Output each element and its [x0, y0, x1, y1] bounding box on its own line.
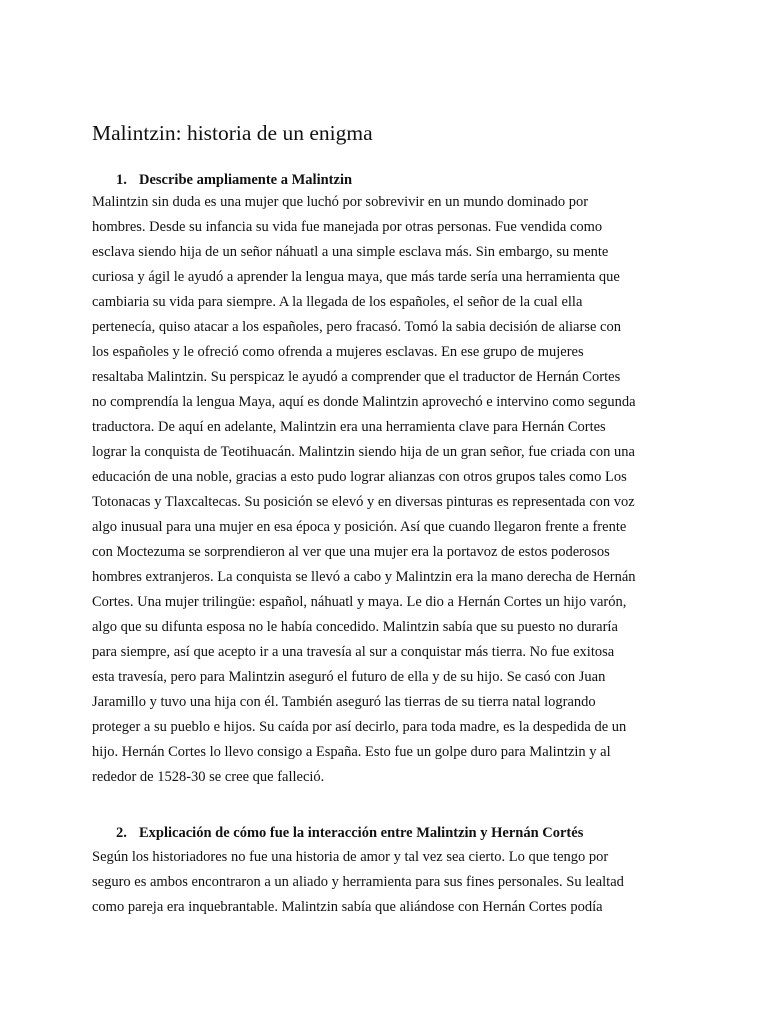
paragraph-line: los españoles y le ofreció como ofrenda a mujeres esclavas. En ese grupo de mujeres [92, 344, 584, 360]
paragraph-line: resaltaba Malintzin. Su perspicaz le ayudó a comprender que el traductor de Hernán Cortes [92, 369, 621, 385]
paragraph-line: seguro es ambos encontraron a un aliado y herramienta para sus fines personales. Su lealtad [92, 874, 624, 890]
section-heading [116, 170, 352, 190]
paragraph-line: Según los historiadores no fue una historia de amor y tal vez sea cierto. Lo que tengo por [92, 849, 609, 865]
paragraph-line: como pareja era inquebrantable. Malintzin sabía que aliándose con Hernán Cortes podía [92, 899, 603, 915]
document-title: Malintzin: historia de un enigma [92, 121, 373, 145]
paragraph-line: algo que su difunta esposa no le había concedido. Malintzin sabía que su puesto no duraría [92, 619, 618, 635]
paragraph-line: algo inusual para una mujer en esa época y posición. Así que cuando llegaron frente a frente [92, 519, 627, 535]
paragraph-line: cambiaria su vida para siempre. A la llegada de los españoles, el señor de la cual ella [92, 294, 583, 310]
paragraph-line: Jaramillo y tuvo una hija con él. También aseguró las tierras de su tierra natal logrando [92, 694, 596, 710]
paragraph-line: hijo. Hernán Cortes lo llevo consigo a España. Esto fue un golpe duro para Malintzin y al [92, 744, 611, 760]
paragraph-line: esclava siendo hija de un señor náhuatl a una simple esclava más. Sin embargo, su mente [92, 244, 609, 260]
paragraph-line: hombres. Desde su infancia su vida fue manejada por otras personas. Fue vendida como [92, 219, 603, 235]
paragraph-line: Cortes. Una mujer trilingüe: español, náhuatl y maya. Le dio a Hernán Cortes un hijo varón, [92, 594, 627, 610]
paragraph-line: rededor de 1528-30 se cree que falleció. [92, 769, 325, 785]
paragraph-line: educación de una noble, gracias a esto pudo lograr alianzas con otros grupos tales como Los [92, 469, 627, 485]
paragraph-line: con Moctezuma se sorprendieron al ver que una mujer era la portavoz de estos poderosos [92, 544, 610, 560]
paragraph-line: traductora. De aquí en adelante, Malintzin era una herramienta clave para Hernán Cortes [92, 419, 606, 435]
paragraph-line: esta travesía, pero para Malintzin aseguró el futuro de ella y de su hijo. Se casó con Juan [92, 669, 606, 685]
paragraph-line: curiosa y ágil le ayudó a aprender la lengua maya, que más tarde sería una herramienta que [92, 269, 620, 285]
paragraph-line: Malintzin sin duda es una mujer que luchó por sobrevivir en un mundo dominado por [92, 194, 589, 210]
paragraph-line: pertenecía, quiso atacar a los españoles, pero fracasó. Tomó la sabia decisión de aliarse con [92, 319, 621, 335]
paragraph-line: proteger a su pueblo e hijos. Su caída por así decirlo, para toda madre, es la despedida de un [92, 719, 627, 735]
section-heading [116, 823, 583, 843]
paragraph-line: no comprendía la lengua Maya, aquí es donde Malintzin aprovechó e intervino como segunda [92, 394, 636, 410]
section-heading-text: Describe ampliamente a Malintzin [139, 172, 353, 188]
section-number: 2. [116, 825, 127, 841]
paragraph-line: lograr la conquista de Teotihuacán. Malintzin siendo hija de un gran señor, fue criada con una [92, 444, 635, 460]
paragraph-line: hombres extranjeros. La conquista se llevó a cabo y Malintzin era la mano derecha de Hernán [92, 569, 636, 585]
paragraph-line: para siempre, así que acepto ir a una travesía al sur a conquistar más tierra. No fue exitosa [92, 644, 615, 660]
section-number: 1. [116, 172, 127, 188]
section-heading-text: Explicación de cómo fue la interacción entre Malintzin y Hernán Cortés [139, 825, 584, 841]
paragraph-line: Totonacas y Tlaxcaltecas. Su posición se elevó y en diversas pinturas es representada con voz [92, 494, 635, 510]
